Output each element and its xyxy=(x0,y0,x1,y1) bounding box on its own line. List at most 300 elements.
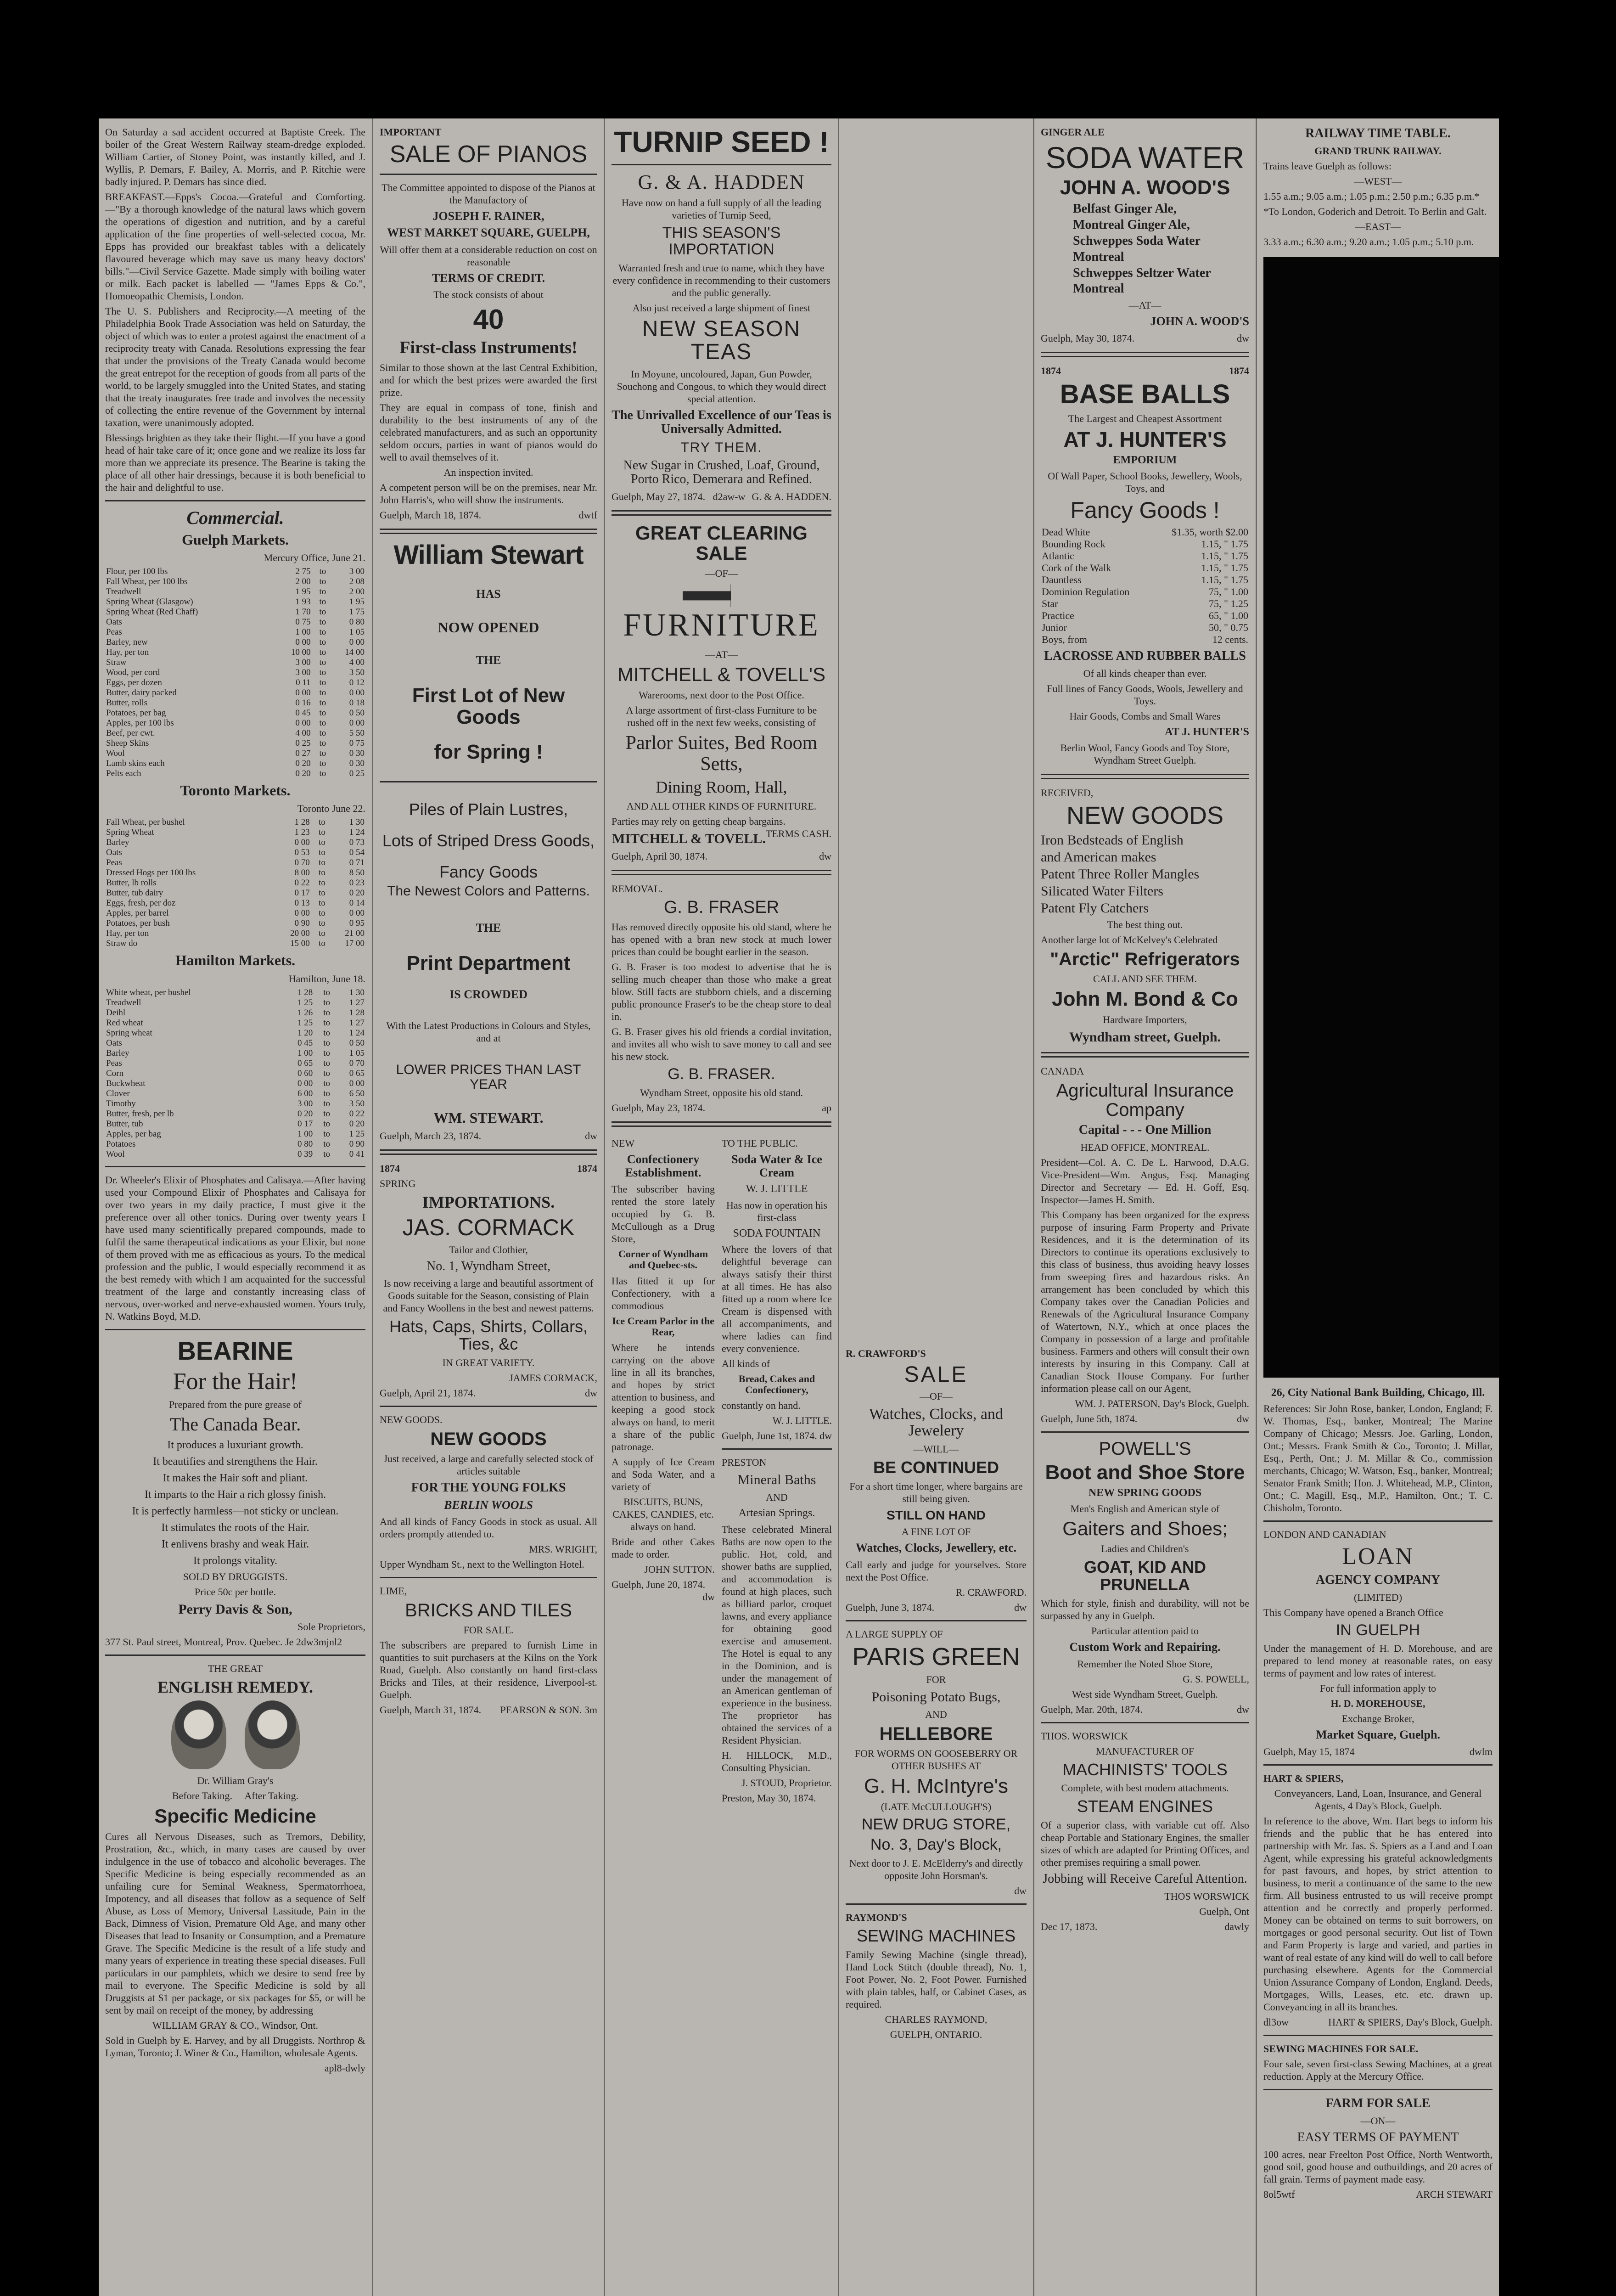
cormack-name: JAS. CORMACK xyxy=(402,1215,575,1241)
market-row xyxy=(1041,574,1249,586)
crawford-short: For a short time longer, where bargains are still being given. xyxy=(849,1480,1023,1504)
market-row xyxy=(105,769,365,779)
fraser-kicker: REMOVAL. xyxy=(612,883,663,895)
market-item: Peas xyxy=(106,627,122,637)
mcintyre-store: NEW DRUG STORE, xyxy=(861,1816,1011,1834)
market-row xyxy=(105,817,365,827)
bond-kicker: RECEIVED, xyxy=(1041,787,1094,799)
market-price: 2 08 xyxy=(349,577,365,587)
crawford-date: Guelph, June 3, 1874. xyxy=(846,1601,935,1613)
market-item: Hay, per ton xyxy=(106,929,149,939)
market-item: Bounding Rock xyxy=(1042,538,1105,550)
wood-name: JOHN A. WOOD'S xyxy=(1060,176,1230,199)
market-price: 0 22 xyxy=(294,878,310,888)
market-price: to xyxy=(323,987,331,997)
furniture-at: —AT— xyxy=(705,649,738,661)
market-row xyxy=(1041,538,1249,550)
turnip-code: d2aw-w xyxy=(713,491,746,503)
cormack-year: 1874 xyxy=(380,1163,400,1175)
market-row xyxy=(105,708,365,718)
wright-signature: MRS. WRIGHT, xyxy=(529,1543,597,1555)
market-title: Hamilton Markets. xyxy=(175,952,296,969)
mcintyre-and: AND xyxy=(925,1709,947,1721)
powell-title: POWELL'S xyxy=(1099,1438,1191,1459)
worswick-tools: MACHINISTS' TOOLS xyxy=(1062,1760,1228,1779)
mcintyre-worms: FOR WORMS ON GOOSEBERRY OR OTHER BUSHES AT xyxy=(854,1748,1018,1772)
market-price: 0 20 xyxy=(295,759,311,769)
market-row xyxy=(105,827,365,838)
little-kinds: All kinds of xyxy=(722,1358,770,1370)
worswick-code: dawly xyxy=(1224,1921,1249,1933)
market-item: Buckwheat xyxy=(106,1078,146,1088)
market-price: 0 20 xyxy=(297,1109,313,1119)
market-price: 0 90 xyxy=(294,918,310,929)
market-row xyxy=(105,577,365,587)
agri-officers: President—Col. A. C. De L. Harwood, D.A.G. Vice-President—Wm. Angus, Esq. Managing Director and Secretary — Ed. H. Goff, Esq. Inspector—James H. Smith. xyxy=(1041,1156,1249,1205)
market-price: 17 00 xyxy=(345,939,365,949)
stewart-opened: NOW OPENED xyxy=(438,619,539,636)
market-row xyxy=(1041,610,1249,622)
list-item: It stimulates the roots of the Hair. xyxy=(161,1522,309,1534)
market-item: Peas xyxy=(106,858,122,868)
market-price: 0 18 xyxy=(349,698,365,708)
market-item: Dominion Regulation xyxy=(1042,585,1130,597)
market-item: Hay, per ton xyxy=(106,647,149,658)
powell-gaiters: Gaiters and Shoes; xyxy=(1062,1518,1228,1540)
furniture-signature: MITCHELL & TOVELL. xyxy=(612,831,766,847)
cormack-title: IMPORTATIONS. xyxy=(422,1193,555,1212)
market-price: to xyxy=(319,577,326,587)
market-row xyxy=(105,1139,365,1149)
market-price: to xyxy=(319,718,326,728)
market-price: 21 00 xyxy=(345,929,365,939)
hunter-emporium: EMPORIUM xyxy=(1113,454,1177,467)
market-price: 0 95 xyxy=(349,918,365,929)
market-row xyxy=(105,738,365,748)
market-price: 0 00 xyxy=(349,637,365,647)
fraser-name: G. B. FRASER xyxy=(663,898,780,917)
loan-broker: Exchange Broker, xyxy=(1341,1713,1414,1725)
mcintyre-hellebore: HELLEBORE xyxy=(879,1724,993,1745)
market-price: 0 12 xyxy=(349,678,365,688)
market-price: 1.15, " 1.75 xyxy=(1201,550,1248,562)
market-price: 0 75 xyxy=(295,617,311,627)
preston-signature: J. STOUD, Proprietor. xyxy=(741,1777,832,1789)
crawford-title: SALE xyxy=(904,1362,968,1387)
market-price: to xyxy=(323,1088,331,1098)
market-price: 0 45 xyxy=(297,1038,313,1048)
market-price: 0 00 xyxy=(349,1078,365,1088)
market-price: 0 00 xyxy=(349,908,365,918)
hunter-year: 1874 xyxy=(1041,365,1061,377)
market-price: 1 00 xyxy=(295,627,311,637)
gray-before: Before Taking. xyxy=(172,1790,233,1801)
stewart-crowded: IS CROWDED xyxy=(449,987,527,1001)
market-item: Barley xyxy=(106,1048,129,1058)
bond-address: Wyndham street, Guelph. xyxy=(1069,1030,1221,1045)
list-item: It makes the Hair soft and pliant. xyxy=(163,1472,308,1485)
market-row xyxy=(105,1119,365,1129)
market-item: Dead White xyxy=(1042,526,1090,538)
market-price: to xyxy=(323,1119,331,1129)
market-price: 1 05 xyxy=(349,627,365,637)
market-price: 1 30 xyxy=(349,817,365,827)
turnip-warranted: Warranted fresh and true to name, which they have every confidence in recommending to their customers and the public generally. xyxy=(612,262,830,298)
pianos-where: WEST MARKET SQUARE, GUELPH, xyxy=(387,226,590,240)
market-price: to xyxy=(323,1028,331,1038)
market-price: 0 53 xyxy=(294,848,310,858)
lime-signature: PEARSON & SON. xyxy=(500,1704,582,1716)
worswick-manu: MANUFACTURER OF xyxy=(1095,1745,1195,1757)
little-ad xyxy=(722,1134,832,1807)
mcintyre-use: Poisoning Potato Bugs, xyxy=(871,1689,1001,1705)
market-price: 0 22 xyxy=(349,1109,365,1119)
market-price: to xyxy=(323,1048,331,1058)
market-price: to xyxy=(319,658,326,668)
gray-medicine: Specific Medicine xyxy=(154,1805,316,1827)
market-row xyxy=(105,1129,365,1139)
market-item: Barley, new xyxy=(106,637,148,647)
market-row xyxy=(105,728,365,738)
pianos-body: The Committee appointed to dispose of the Pianos at the Manufactory of xyxy=(382,181,595,206)
market-item: Dauntless xyxy=(1042,574,1082,585)
market-price: 0 17 xyxy=(294,888,310,898)
portrait-before-icon xyxy=(171,1700,226,1769)
agri-agent: WM. J. PATERSON, Day's Block, Guelph. xyxy=(1075,1397,1249,1409)
market-row xyxy=(105,838,365,848)
hart-desc: Conveyancers, Land, Loan, Insurance, and General Agents, 4 Day's Block, Guelph. xyxy=(1274,1787,1482,1812)
bearine-prop: Sole Proprietors, xyxy=(297,1621,365,1633)
market-price: 50, " 0.75 xyxy=(1209,621,1248,633)
little-bread: Bread, Cakes and Confectionery, xyxy=(738,1373,815,1396)
powell-spring: NEW SPRING GOODS xyxy=(1088,1486,1202,1499)
market-row xyxy=(105,1018,365,1028)
turnip-have: Have now on hand a full supply of all the leading varieties of Turnip Seed, xyxy=(621,197,821,221)
hart-title: HART & SPIERS, xyxy=(1263,1772,1344,1784)
market-price: 1 00 xyxy=(297,1129,313,1139)
market-price: 0 17 xyxy=(297,1119,313,1129)
furniture-rooms: Warerooms, next door to the Post Office. xyxy=(639,689,804,701)
furniture-dining: Dining Room, Hall, xyxy=(656,777,787,796)
market-price: to xyxy=(323,1058,331,1068)
market-item: Wool xyxy=(106,1149,125,1159)
market-item: Timothy xyxy=(106,1098,136,1109)
market-item: Sheep Skins xyxy=(106,738,149,748)
list-item: and American makes xyxy=(1041,849,1156,865)
loan-title: LOAN xyxy=(1342,1543,1414,1570)
market-table-hamilton xyxy=(105,988,365,1159)
market-price: 14 00 xyxy=(345,647,365,658)
market-price: 0 90 xyxy=(349,1139,365,1149)
market-item: Lamb skins each xyxy=(106,759,165,769)
news-item: The U. S. Publishers and Reciprocity.—A meeting of the Philadelphia Book Trade Association was held on Saturday, the object of which was to enter a protest against the enactment of a reciprocity treaty with Canada. Resolutions expressing the fear that under the provisions of the Treaty Canada would become the great entrepot for the reception of goods from all parts of the world, to be largely smuggled into the United States, and stating that the treaty inaugurates free trade and involves the necessity of collecting the entire revenue of the Government by internal taxation, were unanimously adopted. xyxy=(105,305,365,428)
market-price: to xyxy=(319,748,326,759)
railway-note: *To London, Goderich and Detroit. To Berlin and Galt. xyxy=(1263,205,1487,217)
gray-title: ENGLISH REMEDY. xyxy=(157,1678,313,1697)
market-row xyxy=(105,587,365,597)
wright-address: Upper Wyndham St., next to the Wellington Hotel. xyxy=(380,1559,584,1570)
market-price: 1 75 xyxy=(349,607,365,617)
sutton-parlor: Ice Cream Parlor in the Rear, xyxy=(612,1315,714,1338)
market-price: 1 23 xyxy=(294,827,310,838)
market-price: 65, " 1.00 xyxy=(1209,609,1248,621)
sewing-title: SEWING MACHINES FOR SALE. xyxy=(1263,2043,1419,2054)
stewart-piles: Piles of Plain Lustres, xyxy=(409,800,568,819)
farm-on: —ON— xyxy=(1360,2115,1396,2127)
market-price: 0 00 xyxy=(295,637,311,647)
crawford-of: —OF— xyxy=(919,1390,953,1402)
powell-remember: Remember the Noted Shoe Store, xyxy=(1077,1658,1213,1670)
bearine-maker: Perry Davis & Son, xyxy=(178,1602,292,1617)
market-price: to xyxy=(319,678,326,688)
market-price: to xyxy=(319,759,326,769)
market-row xyxy=(105,617,365,627)
market-price: 1 24 xyxy=(349,827,365,838)
market-price: 1 28 xyxy=(297,987,313,997)
furniture-suites: Parlor Suites, Bed Room Setts, xyxy=(625,732,818,775)
worswick-jobbing: Jobbing will Receive Careful Attention. xyxy=(1043,1872,1247,1886)
market-price: to xyxy=(319,878,325,888)
cormack-kicker: SPRING xyxy=(380,1178,416,1190)
list-item: It beautifies and strengthens the Hair. xyxy=(153,1456,318,1468)
stewart-date: Guelph, March 23, 1874. xyxy=(380,1130,482,1142)
market-price: to xyxy=(323,1098,331,1109)
market-row xyxy=(1041,526,1249,538)
market-price: to xyxy=(323,1149,331,1159)
worswick-address: Guelph, Ont xyxy=(1199,1906,1249,1918)
list-item: Silicated Water Filters xyxy=(1041,883,1163,899)
market-price: 1 95 xyxy=(295,587,311,597)
preston-springs: Artesian Springs. xyxy=(738,1507,815,1519)
market-price: to xyxy=(319,668,326,678)
market-table-guelph xyxy=(105,567,365,779)
bearine-subtitle: For the Hair! xyxy=(173,1368,298,1395)
market-item: Spring Wheat (Glasgow) xyxy=(106,597,193,607)
stewart-signature: WM. STEWART. xyxy=(433,1109,544,1126)
farm-signature: ARCH STEWART xyxy=(1416,2189,1493,2200)
market-price: to xyxy=(323,1109,331,1119)
furniture-parties: Parties may rely on getting cheap bargains. xyxy=(612,816,786,827)
furniture-date: Guelph, April 30, 1874. xyxy=(612,850,707,862)
market-office: Hamilton, June 18. xyxy=(288,973,365,985)
mcintyre-for: FOR xyxy=(926,1674,946,1686)
market-item: Dressed Hogs per 100 lbs xyxy=(106,868,196,878)
furniture-code: dw xyxy=(819,850,831,862)
market-price: 8 50 xyxy=(349,868,365,878)
market-price: to xyxy=(319,817,325,827)
market-row xyxy=(105,1079,365,1089)
loan-sub: AGENCY COMPANY xyxy=(1315,1572,1441,1587)
market-price: 1 28 xyxy=(294,817,310,827)
section-heading: Commercial. xyxy=(186,507,284,528)
powell-code: dw xyxy=(1237,1703,1249,1715)
list-item: Montreal Ginger Ale, xyxy=(1073,218,1190,232)
market-price: 0 13 xyxy=(294,898,310,908)
market-price: 0 00 xyxy=(349,688,365,698)
turnip-signature: G. & A. HADDEN. xyxy=(752,491,831,503)
market-price: 0 20 xyxy=(349,888,365,898)
market-price: 0 16 xyxy=(295,698,311,708)
market-price: 1 93 xyxy=(295,597,311,607)
bond-call: CALL AND SEE THEM. xyxy=(1093,973,1197,985)
little-name: W. J. LITTLE xyxy=(746,1183,808,1195)
market-office: Toronto June 22. xyxy=(297,803,365,815)
hunter-fancy: Fancy Goods ! xyxy=(1070,497,1220,523)
market-price: 1 26 xyxy=(297,1007,313,1018)
market-row xyxy=(105,597,365,607)
sutton-bride: Bride and other Cakes made to order. xyxy=(612,1536,715,1560)
market-item: Spring wheat xyxy=(106,1028,152,1038)
market-price: 2 00 xyxy=(349,587,365,597)
mcintyre-title: PARIS GREEN xyxy=(852,1643,1020,1671)
market-price: to xyxy=(319,868,325,878)
fraser-p2: G. B. Fraser is too modest to advertise that he is selling much cheaper than those who make a great blow. Still facts are stubborn chiels, and a discerning public pronounce Fraser's to be the cheap store to deal in. xyxy=(612,961,831,1023)
market-price: to xyxy=(319,827,325,838)
market-row xyxy=(105,888,365,898)
wood-title: SODA WATER xyxy=(1045,141,1245,174)
furniture-of: —OF— xyxy=(705,568,738,580)
market-price: 0 00 xyxy=(295,688,311,698)
loan-in: IN GUELPH xyxy=(1335,1621,1420,1639)
market-price: to xyxy=(319,848,325,858)
market-price: 3 50 xyxy=(349,1098,365,1109)
crawford-call: Call early and judge for yourselves. Store next the Post Office. xyxy=(846,1559,1027,1583)
reference-address: 26, City National Bank Building, Chicago, Ill. xyxy=(1271,1386,1485,1399)
lime-date: Guelph, March 31, 1874. xyxy=(380,1704,482,1716)
market-price: to xyxy=(323,1007,331,1018)
market-row xyxy=(105,1099,365,1109)
market-price: 0 20 xyxy=(295,769,311,779)
hunter-title: BASE BALLS xyxy=(1060,379,1230,409)
stewart-lots: Lots of Striped Dress Goods, xyxy=(382,831,595,850)
cormack-variety: IN GREAT VARIETY. xyxy=(442,1356,535,1368)
bearine-address: 377 St. Paul street, Montreal, Prov. Quebec. Je 2dw3mjnl2 xyxy=(105,1636,342,1648)
pianos-equal: They are equal in compass of tone, finish and durability to the best instruments of any of the celebrated manufacturers, and as such an opportunity seldom occurs, parties in want of pianos would do well to avail themselves of it. xyxy=(380,402,597,463)
wood-at: —AT— xyxy=(1128,299,1162,311)
crawford-continued: BE CONTINUED xyxy=(873,1458,999,1477)
market-price: 0 30 xyxy=(349,759,365,769)
hunter-wall: Of Wall Paper, School Books, Jewellery, Wools, Toys, and xyxy=(1048,470,1242,495)
wright-young: FOR THE YOUNG FOLKS xyxy=(411,1480,566,1495)
bearine-title: BEARINE xyxy=(177,1336,293,1365)
market-price: 8 00 xyxy=(294,868,310,878)
pianos-terms: TERMS OF CREDIT. xyxy=(432,271,545,285)
hunter-year: 1874 xyxy=(1229,365,1249,377)
market-price: 0 50 xyxy=(349,1038,365,1048)
furniture-large: A large assortment of first-class Furniture to be rushed off in the next few weeks, consisting of xyxy=(626,704,817,728)
pianos-kicker: IMPORTANT xyxy=(380,126,442,138)
stewart-lower: LOWER PRICES THAN LAST YEAR xyxy=(396,1062,581,1092)
hunter-signature: AT J. HUNTER'S xyxy=(1165,726,1249,738)
market-item: Clover xyxy=(106,1088,130,1098)
wood-items xyxy=(1041,202,1249,296)
gray-body: Cures all Nervous Diseases, such as Tremors, Debility, Prostration, &c., which, in many cases are caused by over indulgence in the use of tobacco and alcoholic beverages. The Specific Medicine is being especially recommended as an unfailing cure for Seminal Weakness, Spermatorrhoea, Impotency, and all diseases that follow as a sequence of Self Abuse, as Loss of Memory, Universal Lassitude, Pain in the Back, Dimness of Vision, Premature Old Age, and many other Diseases that lead to Insanity or Consumption, and a Premature Grave. The Specific Medicine is the result of a life study and many years of experience in treating these special diseases. Full particulars in our pamphlets, which we desire to send free by mail to everyone. The Specific Medicine is sold by all Druggists at $1 per package, or six packages for $5, or will be sent by mail on receipt of the money, by addressing xyxy=(105,1831,365,2016)
market-row xyxy=(105,698,365,708)
market-price: 1 25 xyxy=(349,1129,365,1139)
wheeler-ad: Dr. Wheeler's Elixir of Phosphates and Calisaya.—After having used your Compound Elixir of Phosphates and Calisaya for over two years in my daily practice, I must give it the preference over all other tonics. During over twenty years I have used many scientifically prepared compounds, made to fulfil the same therapeutical indications as your Elixir, but none of them proved with me as efficacious as yours. To the medical profession and the public, I would especially recommend it as the best remedy with which I am acquainted for the successful treatment of the large and constantly increasing class of nervous, over-worked and nerve-exhausted women. Yours truly, N. Watkins Boyd, M.D. xyxy=(105,1174,365,1322)
powell-which: Which for style, finish and durability, will not be surpassed by any in Guelph. xyxy=(1041,1598,1249,1622)
column-6 xyxy=(1257,123,1499,2296)
lime-body: The subscribers are prepared to furnish Lime in quantities to suit purchasers at the Kilns on the York Road, Guelph. Also constantly on hand first-class Bricks and Tiles, at their residence, Liverpool-st. Guelph. xyxy=(380,1639,597,1701)
gray-code: apl8-dwly xyxy=(324,2062,365,2074)
furniture-sale: GREAT CLEARING SALE xyxy=(635,522,808,564)
list-item: It prolongs vitality. xyxy=(193,1555,278,1567)
raymond-title: SEWING MACHINES xyxy=(856,1926,1016,1945)
worswick-kicker: THOS. WORSWICK xyxy=(1041,1730,1128,1742)
furniture-other: AND ALL OTHER KINDS OF FURNITURE. xyxy=(626,800,817,812)
market-price: 0 65 xyxy=(297,1058,313,1068)
stewart-fancy: Fancy Goods xyxy=(439,862,538,881)
market-row xyxy=(105,678,365,688)
market-price: 1 27 xyxy=(349,997,365,1007)
market-item: Potatoes, per bag xyxy=(106,708,166,718)
market-item: Wool xyxy=(106,748,125,759)
market-price: to xyxy=(319,858,325,868)
market-price: to xyxy=(319,728,326,738)
pianos-inspection: An inspection invited. xyxy=(443,467,533,478)
crawford-signature: R. CRAWFORD. xyxy=(955,1586,1027,1598)
market-row xyxy=(105,668,365,678)
cormack-address: No. 1, Wyndham Street, xyxy=(426,1259,550,1273)
market-row xyxy=(105,1069,365,1079)
list-item: Montreal xyxy=(1073,281,1124,296)
market-item: Flour, per 100 lbs xyxy=(106,567,168,577)
market-item: Apples, per barrel xyxy=(106,908,169,918)
market-row xyxy=(105,748,365,759)
market-price: 1.15, " 1.75 xyxy=(1201,574,1248,585)
wood-signature: JOHN A. WOOD'S xyxy=(1150,315,1249,328)
sutton-corner: Corner of Wyndham and Quebec-sts. xyxy=(618,1248,708,1271)
market-price: 0 73 xyxy=(349,838,365,848)
market-price: to xyxy=(319,908,325,918)
preston-doctor: H. HILLOCK, M.D., Consulting Physician. xyxy=(722,1749,832,1773)
stewart-print: Print Department xyxy=(406,952,571,975)
market-item: Eggs, fresh, per doz xyxy=(106,898,176,908)
market-price: to xyxy=(323,1078,331,1088)
pianos-instruments: First-class Instruments! xyxy=(399,338,578,358)
cormack-hats: Hats, Caps, Shirts, Collars, Ties, &c xyxy=(389,1317,588,1354)
market-price: to xyxy=(319,617,326,627)
market-row xyxy=(105,848,365,858)
little-title: Soda Water & Ice Cream xyxy=(731,1153,822,1179)
gray-name: Dr. William Gray's xyxy=(197,1774,274,1786)
market-price: 0 45 xyxy=(295,708,311,718)
mcintyre-code: dw xyxy=(1014,1885,1027,1896)
furniture-word: FURNITURE xyxy=(623,608,820,643)
market-price: to xyxy=(323,1038,331,1048)
powell-signature: G. S. POWELL, xyxy=(1183,1673,1249,1685)
market-row xyxy=(105,759,365,769)
market-item: Butter, tub xyxy=(106,1119,143,1129)
market-price: 0 30 xyxy=(349,748,365,759)
market-item: Butter, fresh, per lb xyxy=(106,1109,174,1119)
pianos-title: SALE OF PIANOS xyxy=(389,141,588,168)
market-row xyxy=(105,567,365,577)
stewart-first: First Lot of New Goods xyxy=(412,684,565,728)
sutton-date: Guelph, June 20, 1874. xyxy=(612,1578,706,1590)
market-price: 1 30 xyxy=(349,987,365,997)
bond-items xyxy=(1041,833,1249,916)
raymond-signature: CHARLES RAYMOND, xyxy=(885,2013,988,2025)
market-row xyxy=(105,929,365,939)
bond-name: John M. Bond & Co xyxy=(1052,987,1238,1010)
market-price: $1.35, worth $2.00 xyxy=(1172,526,1248,538)
market-row xyxy=(105,1058,365,1069)
agri-date: Guelph, June 5th, 1874. xyxy=(1041,1412,1138,1424)
turnip-sugar: New Sugar in Crushed, Loaf, Ground, Porto Rico, Demerara and Refined. xyxy=(623,458,820,487)
market-price: 1 20 xyxy=(297,1028,313,1038)
cormack-trade: Tailor and Clothier, xyxy=(449,1244,528,1255)
